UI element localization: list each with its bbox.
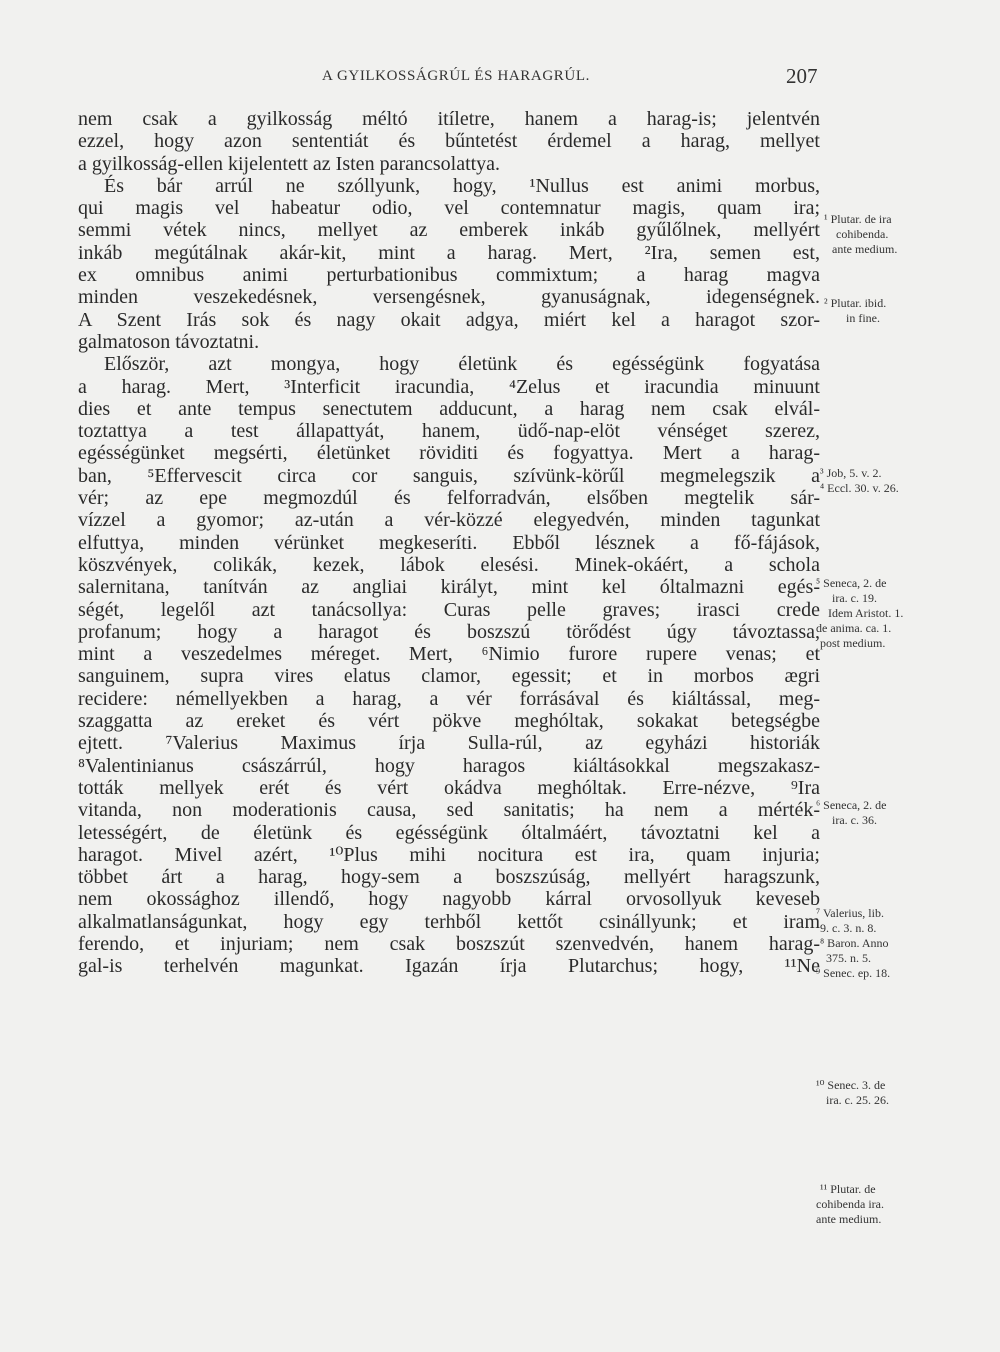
margin-note-line: post medium. bbox=[820, 636, 886, 650]
margin-note-line: ⁶ Seneca, 2. de bbox=[816, 798, 887, 812]
text-line: elfuttya, minden vérünket megkeseríti. Ebből lésznek a fő-fájások, bbox=[78, 531, 820, 554]
margin-note-line: 375. n. 5. bbox=[826, 951, 871, 965]
text-line: ferendo, et injuriam; nem csak boszszút szenvedvén, hanem harag- bbox=[78, 932, 820, 955]
margin-note-line: de anima. ca. 1. bbox=[816, 621, 892, 635]
text-line: alkalmatlanságunkat, hogy egy terhből kettőt csinállyunk; et iram bbox=[78, 910, 820, 933]
text-line: toztattya a test állapattyát, hanem, üdő-nap-elöt vénséget szerez, bbox=[78, 420, 820, 443]
text-line: A Szent Irás sok és nagy okait adgya, miért kel a haragot szor- bbox=[78, 308, 820, 331]
margin-note bbox=[824, 296, 934, 326]
margin-note-line: ira. c. 19. bbox=[832, 591, 877, 605]
text-line: ex omnibus animi perturbationibus commixtum; a harag magva bbox=[78, 264, 820, 287]
margin-note-line: 9. c. 3. n. 8. bbox=[820, 921, 877, 935]
margin-note-line: ante medium. bbox=[832, 242, 898, 256]
margin-note-line: ¹⁰ Senec. 3. de bbox=[816, 1078, 886, 1092]
text-line: gal-is terhelvén magunkat. Igazán írja Plutarchus; hogy, ¹¹Ne bbox=[78, 955, 820, 978]
margin-note bbox=[816, 1078, 926, 1108]
margin-note-line: ³ Job, 5. v. 2. bbox=[820, 466, 882, 480]
margin-note bbox=[816, 1182, 926, 1227]
text-line: vér; az epe megmozdúl és felforradván, elsőben megtelik sár- bbox=[78, 487, 820, 510]
text-line: ⁸Valentinianus császárrúl, hogy haragos kiáltásokkal megszakasz- bbox=[78, 754, 820, 777]
text-line: profanum; hogy a haragot és boszszú törődést úgy távoztassa, bbox=[78, 620, 820, 643]
margin-note-line: ira. c. 36. bbox=[832, 813, 877, 827]
margin-note bbox=[816, 798, 926, 828]
margin-note bbox=[816, 576, 926, 651]
text-line: köszvények, colikák, kezek, lábok elesési. Minek-okáért, a schola bbox=[78, 553, 820, 576]
text-line: minden veszekedésnek, versengésnek, gyanuságnak, idegenségnek. bbox=[78, 286, 820, 309]
margin-note-line: ⁷ Valerius, lib. bbox=[816, 906, 884, 920]
text-line: tották mellyek erét és vért okádva meghóltak. Erre-nézve, ⁹Ira bbox=[78, 776, 820, 799]
text-line: nem csak a gyilkosság méltó itíletre, hanem a harag-is; jelentvén bbox=[78, 108, 820, 130]
text-line: galmatoson távoztatni. bbox=[78, 330, 260, 353]
text-line: egésségünket megsérti, életünket röviditi és fogyattya. Mert a harag- bbox=[78, 442, 820, 465]
margin-note-line: ira. c. 25. 26. bbox=[826, 1093, 889, 1107]
text-line: És bár arrúl ne szóllyunk, hogy, ¹Nullus est animi morbus, bbox=[104, 174, 820, 197]
running-title: A GYILKOSSÁGRÚL ÉS HARAGRÚL. bbox=[322, 68, 590, 84]
text-line: a gyilkosság-ellen kijelentett az Isten parancsolattya. bbox=[78, 152, 501, 175]
margin-note-line: ² Plutar. ibid. bbox=[824, 296, 887, 310]
text-line: dies et ante tempus senectutem adducunt, a harag nem csak elvál- bbox=[78, 397, 820, 420]
margin-note-line: cohibenda ira. bbox=[816, 1197, 884, 1211]
text-line: recidere: némellyekben a harag, a vér forrásával és kiáltással, meg- bbox=[78, 687, 820, 710]
margin-note-line: ⁴ Eccl. 30. v. 26. bbox=[820, 481, 899, 495]
text-line: többet árt a harag, hogy-sem a boszszúság, mellyért haragszunk, bbox=[78, 866, 820, 889]
text-line: ejtett. ⁷Valerius Maximus írja Sulla-rúl, az egyházi historiák bbox=[78, 732, 820, 755]
margin-note-line: ⁹ Senec. ep. 18. bbox=[816, 966, 891, 980]
margin-note bbox=[820, 466, 930, 496]
margin-note-line: cohibenda. bbox=[836, 227, 889, 241]
text-line: mint a veszedelmes méreget. Mert, ⁶Nimio furore rupere venas; et bbox=[78, 643, 820, 666]
margin-note-line: ¹ Plutar. de ira bbox=[824, 212, 892, 226]
page-number: 207 bbox=[786, 64, 818, 88]
margin-note-line: ante medium. bbox=[816, 1212, 882, 1226]
text-line: haragot. Mivel azért, ¹⁰Plus mihi nocitura est ira, quam injuria; bbox=[78, 843, 820, 866]
text-line: inkáb megútálnak akár-kit, mint a harag. Mert, ²Ira, semen est, bbox=[78, 241, 820, 264]
text-line: vitanda, non moderationis causa, sed sanitatis; ha nem a mérték- bbox=[78, 799, 820, 822]
text-line: vízzel a gyomor; az-után a vér-közzé elegyedvén, minden tagunkat bbox=[78, 509, 820, 532]
margin-note-line: ¹¹ Plutar. de bbox=[820, 1182, 876, 1196]
margin-note-line: ⁸ Baron. Anno bbox=[820, 936, 889, 950]
text-line: sanguinem, supra vires elatus clamor, egessit; et in morbos ægri bbox=[78, 665, 820, 688]
margin-note-line: Idem Aristot. 1. bbox=[828, 606, 904, 620]
text-line: salernitana, tanítván az angliai királyt, mint kel óltalmazni egés- bbox=[78, 576, 820, 599]
text-line: nem okossághoz illendő, hogy nagyobb kárral orvosollyuk keveseb bbox=[78, 888, 820, 911]
margin-note bbox=[816, 906, 926, 981]
margin-note-line: in fine. bbox=[846, 311, 880, 325]
text-line: ban, ⁵Effervescit circa cor sanguis, szívünk-körűl megmelegszik a bbox=[78, 464, 820, 487]
text-line: letességért, de életünk és egésségünk óltalmáért, távoztatni kel a bbox=[78, 821, 820, 844]
text-line: szaggatta az ereket és vért pökve meghóltak, sokakat betegségbe bbox=[78, 710, 820, 733]
text-line: Először, azt mongya, hogy életünk és egésségünk fogyatása bbox=[104, 353, 820, 376]
margin-note bbox=[824, 212, 934, 257]
text-line: qui magis vel habeatur odio, vel contemnatur magis, quam ira; bbox=[78, 197, 820, 220]
text-line: a harag. Mert, ³Interficit iracundia, ⁴Zelus et iracundia minuunt bbox=[78, 375, 820, 398]
text-line: semmi vétek nincs, mellyet az emberek inkáb gyűlőlnek, mellyért bbox=[78, 219, 820, 242]
text-line: ségét, legelől azt tanácsollya: Curas pelle graves; irasci crede bbox=[78, 598, 820, 621]
margin-note-line: ⁵ Seneca, 2. de bbox=[816, 576, 887, 590]
text-line: ezzel, hogy azon sententiát és bűntetést érdemel a harag, mellyet bbox=[78, 130, 820, 153]
